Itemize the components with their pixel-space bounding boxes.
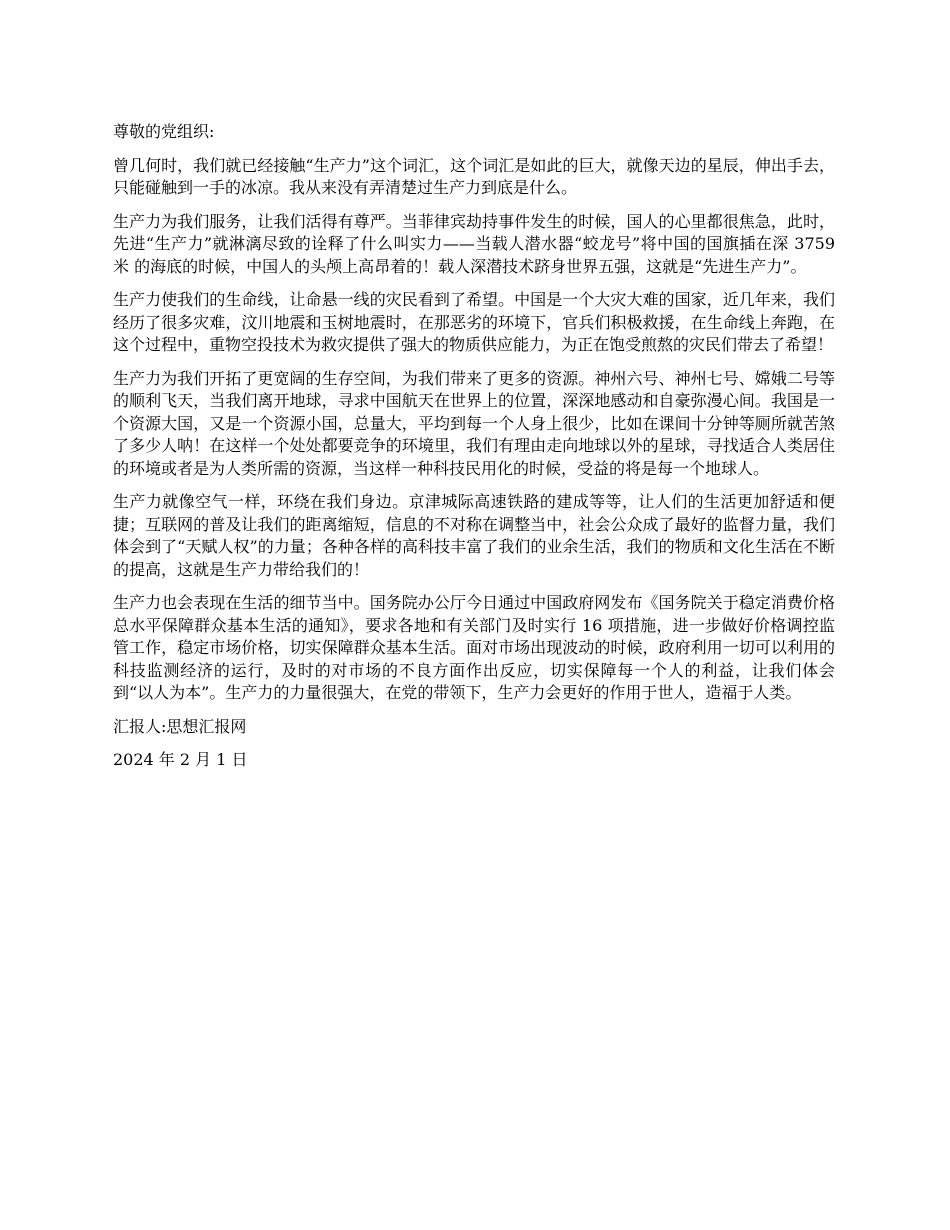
paragraph-4: 生产力为我们开拓了更宽阔的生存空间，为我们带来了更多的资源。神州六号、神州七号、嫦娥二号等的顺利飞天，当我们离开地球，寻求中国航天在世界上的位置，深深地感动和自豪弥漫心间。我国是一个资源大国，又是一个资源小国，总量大，平均到每一个人身上很少，比如在课间十分钟等厕所就苦煞了多少人呐！在这样一个处处都要竞争的环境里，我们有理由走向地球以外的星球，寻找适合人类居住的环境或者是为人类所需的资源，当这样一种科技民用化的时候，受益的将是每一个地球人。: [113, 368, 835, 478]
paragraph-1: 曾几何时，我们就已经接触“生产力”这个词汇，这个词汇是如此的巨大，就像天边的星辰，伸出手去，只能碰触到一手的冰凉。我从来没有弄清楚过生产力到底是什么。: [113, 155, 835, 197]
reporter-line: 汇报人:思想汇报网: [113, 716, 247, 736]
date-line: 2024 年 2 月 1 日: [113, 750, 248, 769]
document-page: [113, 121, 835, 783]
paragraph-2: 生产力为我们服务，让我们活得有尊严。当菲律宾劫持事件发生的时候，国人的心里都很焦急，此时，先进“生产力”就淋漓尽致的诠释了什么叫实力——当载人潜水器“蛟龙号”将中国的国旗插在深 3759 米 的海底的时候，中国人的头颅上高昂着的！载人深潜技术跻身世界五强，这就是“先进生产力”。: [113, 211, 835, 276]
salutation: 尊敬的党组织:: [113, 122, 215, 141]
paragraph-3: 生产力使我们的生命线，让命悬一线的灾民看到了希望。中国是一个大灾大难的国家，近几年来，我们经历了很多灾难，汶川地震和玉树地震时，在那恶劣的环境下，官兵们积极救援，在生命线上奔跑，在这个过程中，重物空投技术为救灾提供了强大的物质供应能力，为正在饱受煎熬的灾民们带去了希望！: [113, 290, 835, 354]
paragraph-6: 生产力也会表现在生活的细节当中。国务院办公厅今日通过中国政府网发布《国务院关于稳定消费价格总水平保障群众基本生活的通知》，要求各地和有关部门及时实行 16 项措施，进一步做好价格调控监管工作，稳定市场价格，切实保障群众基本生活。面对市场出现波动的时候，政府利用一切可以利用的科技监测经济的运行，及时的对市场的不良方面作出反应，切实保障每一个人的利益，让我们体会到“以人为本”。生产力的力量很强大，在党的带领下，生产力会更好的作用于世人，造福于人类。: [113, 593, 835, 702]
paragraph-5: 生产力就像空气一样，环绕在我们身边。京津城际高速铁路的建成等等，让人们的生活更加舒适和便捷；互联网的普及让我们的距离缩短，信息的不对称在调整当中，社会公众成了最好的监督力量，我们体会到了“天赋人权”的力量；各种各样的高科技丰富了我们的业余生活，我们的物质和文化生活在不断的提高，这就是生产力带给我们的！: [113, 492, 835, 579]
